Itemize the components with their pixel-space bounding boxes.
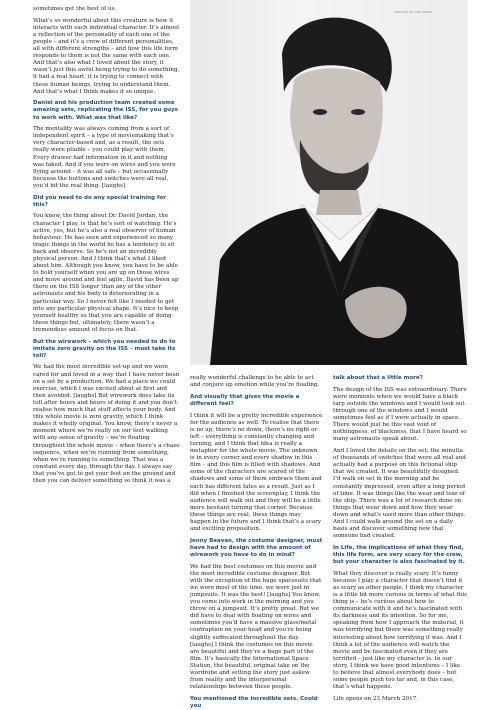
interview-question: Did you need to do any special training for this?: [33, 194, 166, 208]
interview-question: Jenny Beavan, the costume designer, must have had to design with the amount of wirework you have to do in mind?: [190, 537, 323, 558]
article-paragraph: The mentality was always coming from a sort of independent spirit – a type of moviemaking that’s very character-based and, as a result, the sets really were pliable – you could play with them. Every drawer had information in it and nothing was faked. And if you were on wires and you were flying around – it was all safe – but occasionally because the buttons and switches were all real, you’d hit the real thing. [laughs]: [33, 126, 176, 189]
interview-question: talk about that a little more?: [333, 375, 423, 381]
article-paragraph: We had the best costumes on this movie and the most incredible costume designer. But with the exception of the huge spacesuits that we wore most of the time, we were just in jumpsuits. It was the best! [laughs] You know, you come into work in the morning and you throw on a jumpsuit. It’s pretty great. But we did have to deal with floating on wires and sometimes you’d have a massive glass/metal contraption on your head and you’re being slightly suffocated throughout the day. [laughs] I think the costumes on this movie are beautiful and they’re a huge part of the film. It’s basically the International Space Station, the beautiful, original take on the wardrobe and setting the story just askew from reality and the interpersonal relationships between these people.: [190, 563, 322, 691]
portrait-photo: [190, 0, 467, 365]
article-paragraph: The design of the ISS was extraordinary. There were moments when we would have a black tarp outside the windows and I would look out through one of the windows and I would sometimes feel as if I were actually in space. There would just be this vast void of nothingness, of blackness, that I have heard so many astronauts speak about.: [333, 386, 467, 443]
article-column-2: [190, 375, 323, 709]
article-paragraph: What they discover is really scary. It’s funny because I play a character that doesn’t find it as scary as other people. I think my character is a little bit more curious in terms of what this thing is – he’s curious about how to communicate with it and he’s fascinated with its darkness and its intention. So for me, speaking from how I approach the material, it was terrifying but there was something really interesting about how terrifying it was. And I think a lot of the audience will watch the movie and be fascinated even if they are terrified – just like my character is. In our story, I think we have good intentions – I like to believe that almost everybody does – but some people push too far and, in this case, that’s what happens.: [333, 570, 467, 691]
article-paragraph: And I loved the details on the set; the minutia of thousands of switches that were all real and actually had a purpose on this fictional ship that we created. It was beautifully designed. I’d walk on set in the morning and be constantly impressed, even after a long period of time. It was things like the wear and tear of the ship. There was a lot of research done on things that wear down and how they wear down and what’s used more than other things. And I could walk around the set on a daily basis and discover something new that someone had created.: [333, 448, 466, 540]
article-column-1: [33, 6, 180, 640]
article-column-3: [333, 375, 467, 702]
interview-question: Daniel and his production team created some amazing sets, replicating the ISS, for you guys to work with. What was that like?: [33, 100, 178, 121]
article-paragraph: I think it will be a pretty incredible experience for the audience as well. To realise that there is no up, there’s no down, there’s no right or left – everything is constantly changing and turning, and I think that idea is really a metaphor for the whole movie. The unknown is in every corner and every shadow in this film – and this film is filled with shadows. And some of the characters are scared of the shadows and some of them embrace them and each has different fates as a result. Just as I did when I finished the screenplay, I think the audience will walk out and they will be a little more hesitant turning that corner. Because these things are real, these things may happen in the future and I think that’s a scary and exciting proposition.: [190, 412, 323, 533]
article-paragraph: really wonderful challenge to be able to act and conjure up emotion while you’re floating.: [190, 375, 320, 389]
article-paragraph: sometimes get the best of us.: [33, 6, 117, 12]
article-paragraph: Life opens on 23 March 2017.: [333, 695, 419, 702]
photo-credit: CREDITS BY ART NAME: [394, 10, 432, 14]
interview-question: But the wirework – which you needed to do to imitate zero gravity on the ISS – must take its toll?: [33, 338, 176, 359]
article-paragraph: We had the most incredible set-up and we were cared for and loved in a way that I have never been on a set by a production. We had a place we could exercise, which I was excited about at first and then avoided. [laughs] But wirework does take its toll after hours and hours of doing it and you don’t realise how much that stuff affects your body. And this whole movie is zero gravity, which I think makes it wholly original. You know, there’s never a moment where we’re really on our feet walking with any sense of gravity – we’re floating throughout the whole movie – when there’s a chase sequence, when we’re running from something, when we’re running to something. That was a constant every day, through the day. I always say that you’ve got to get your feet on the ground and then you can deliver something so think it was a: [33, 364, 180, 484]
interview-question: And visually that gives the movie a different feel?: [190, 393, 300, 407]
article-paragraph: What’s so wonderful about this creature is how it interacts with each individual character. It’s almost a reflection of the personality of each one of the people – and it’s a crew of different personalities, all with different strengths – and how this life form responds to them is not the same with each one. And that’s also what I loved about the story, it wasn’t just this awful being trying to do something, it had a real heart, it is trying to connect with these human beings, trying to understand them. And that’s what I think makes it so unique.: [33, 17, 180, 95]
interview-question: You mentioned the incredible sets. Could you: [190, 695, 318, 709]
portrait-illustration: [190, 0, 467, 365]
interview-question: In Life, the implications of what they find, this life form, are very scary for the crew, but your character is also fascinated by it.: [333, 544, 465, 566]
article-paragraph: You know, the thing about Dr. David Jordan, the character I play, is that he’s sort of watching. He’s active, yes, but he’s also a real observer of human behaviour. He has seen and experienced so many tragic things in the world he has a tendency to sit back and observe. So he’s not an incredibly physical person. And I think that’s what I liked about him. Although you know, you have to be able to hold yourself when you are up on those wires and move around and feel agile. David has been up there on the ISS longer than any of the other astronauts and his body is deteriorating in a particular way. So I never felt like I needed to get into any particular physical shape. It’s nice to keep yourself healthy so that you are capable of doing these things but, ultimately, there wasn’t a tremendous amount of focus on that.: [33, 213, 179, 333]
